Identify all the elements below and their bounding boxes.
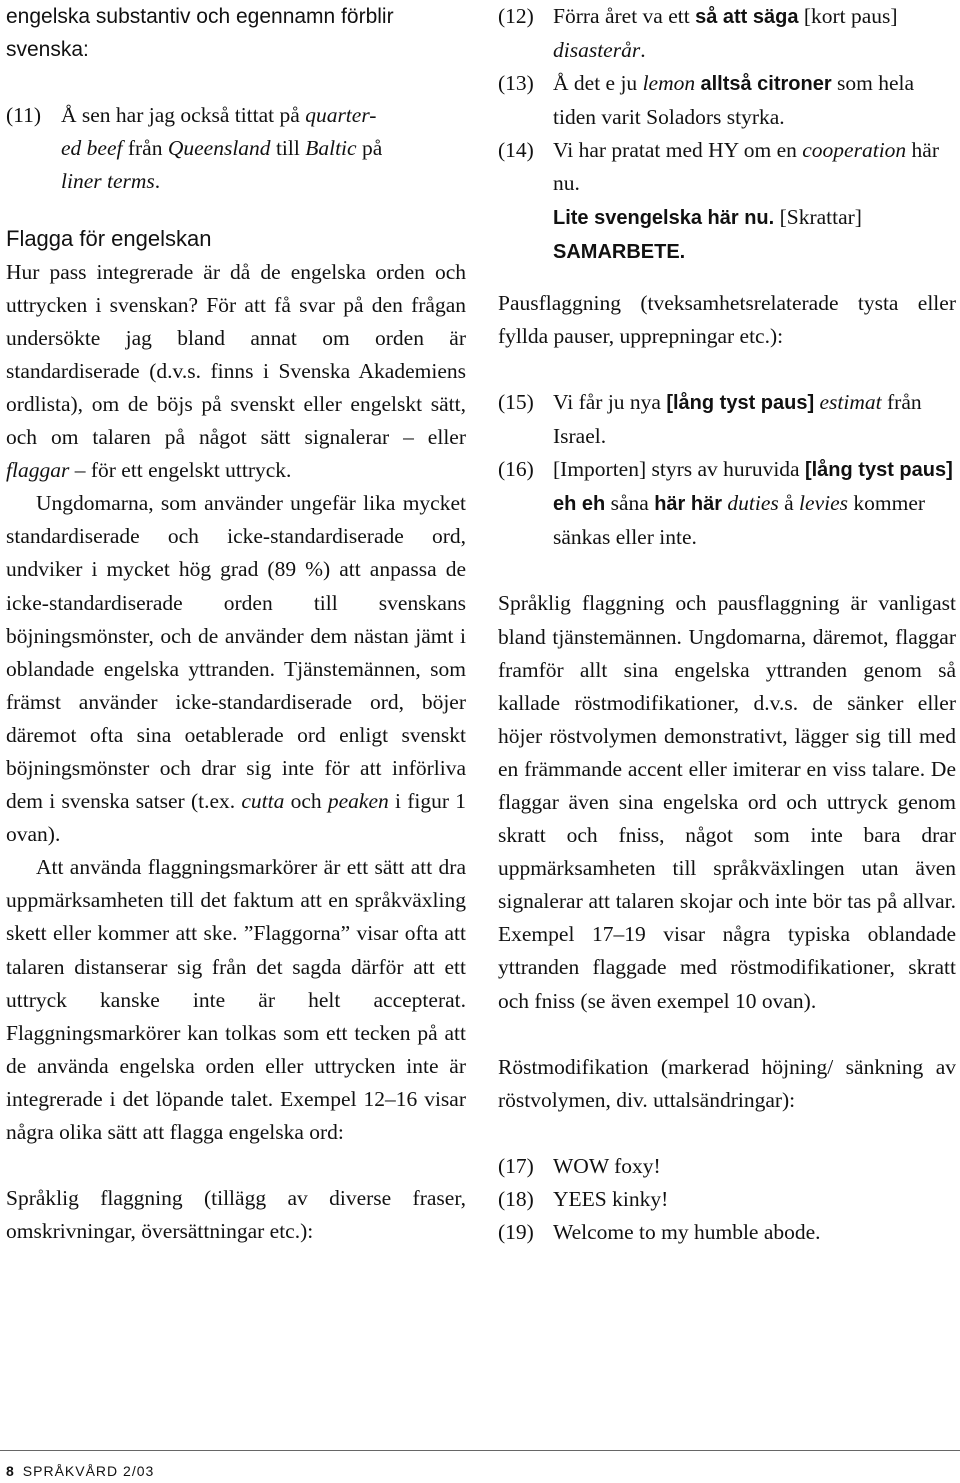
example-16: (16) [Importen] styrs av huruvida [lång tyst paus] eh eh såna här här duties å levies kommer sänkas eller inte.: [498, 457, 953, 550]
paragraph-2: Ungdomarna, som använder ungefär lika mycket standardiserade och icke-standardiserade ord, undviker i mycket hög grad (89 %) att anpassa de icke-standardiserade orden till svenskans böjningsmönster, och de använder dem nästan jämt i oblandade engelska yttranden. Tjänstemännen, som främst använder icke-standardiserade ord, böjer däremot ofta sina oetablerade ord enligt svenskt böjningsmönster och drar sig inte för att införliva dem i svenska satser (t.ex. cutta och peaken i figur 1 ovan).: [6, 491, 466, 847]
footer-rule: [0, 1450, 960, 1451]
paragraph-1: Hur pass integrerade är då de engelska orden och uttrycken i svenskan? För att få svar på den frågan undersökte jag bland annat om orden är standardiserade (d.v.s. finns i Svenska Akademiens ordlista), om de böjs på svenskt eller engelskt sätt, och om talaren på något sätt signalerar – eller flaggar – för ett engelskt uttryck.: [6, 259, 466, 483]
example-17: (17) WOW foxy!: [498, 1153, 661, 1178]
page-footer: [6, 1463, 154, 1479]
page-number: 8: [6, 1463, 15, 1479]
paragraph-3: Att använda flaggningsmarkörer är ett sätt att dra uppmärksamheten till det faktum att en språkväxling skett eller kommer att ske. ”Flaggorna” visar ofta att talaren distanserar sig från det sagda därför att ett uttryck kanske inte är helt accepterat. Flaggningsmarkörer kan tolkas som ett tecken på att de använda engelska orden eller uttrycken inte är integrerade i det löpande talet. Exempel 12–16 visar några olika sätt att flagga engelska ord:: [6, 855, 466, 1144]
intro-text: engelska substantiv och egennamn förblir svenska:: [6, 5, 394, 62]
left-column: [6, 0, 466, 1248]
example-number: (11): [6, 103, 42, 128]
example-12: (12) Förra året va ett så att säga [kort paus] disasterår.: [498, 4, 898, 63]
paragraph-4: Språklig flaggning (tillägg av diverse fraser, omskrivningar, översättningar etc.):: [6, 1186, 466, 1244]
example-14: (14) Vi har pratat med HY om en cooperation här nu. Lite svengelska här nu. [Skrattar] SAMARBETE.: [498, 138, 939, 263]
paragraph-5: Pausflaggning (tveksamhetsrelaterade tysta eller fyllda pauser, upprepningar etc.):: [498, 290, 956, 348]
paragraph-7: Röstmodifikation (markerad höjning/ sänkning av röstvolymen, div. uttalsändringar):: [498, 1054, 956, 1112]
example-18: (18) YEES kinky!: [498, 1186, 669, 1211]
example-15: (15) Vi får ju nya [lång tyst paus] estimat från Israel.: [498, 389, 922, 449]
journal-name: SPRÅKVÅRD 2/03: [22, 1463, 155, 1479]
example-19: (19) Welcome to my humble abode.: [498, 1220, 821, 1244]
example-13: (13) Å det e ju lemon alltså citroner som hela tiden varit Soladors styrka.: [498, 71, 915, 130]
section-heading: Flagga för engelskan: [6, 226, 212, 252]
example-11: (11) Å sen har jag också tittat på quarter- ed beef från Queensland till Baltic på liner terms.: [6, 99, 466, 198]
paragraph-6: Språklig flaggning och pausflaggning är vanligast bland tjänstemännen. Ungdomarna, däremot, flaggar framför allt sina engelska yttranden genom så kallade röstmodifikationer, d.v.s. de sänker eller höjer röstvolymen demonstrativt, lägger sig till med en främmande accent eller imiterar en viss talare. De flaggar även sina engelska ord och uttryck genom skratt och fniss, något som inte bara drar uppmärksamheten till språkväxlingen utan även signalerar att talaren skojar och inte bör tas på allvar. Exempel 17–19 visar några typiska oblandade yttranden flaggade med röstmodifikationer, skratt och fniss (se även exempel 10 ovan).: [498, 591, 956, 1013]
right-column: [498, 0, 956, 1249]
